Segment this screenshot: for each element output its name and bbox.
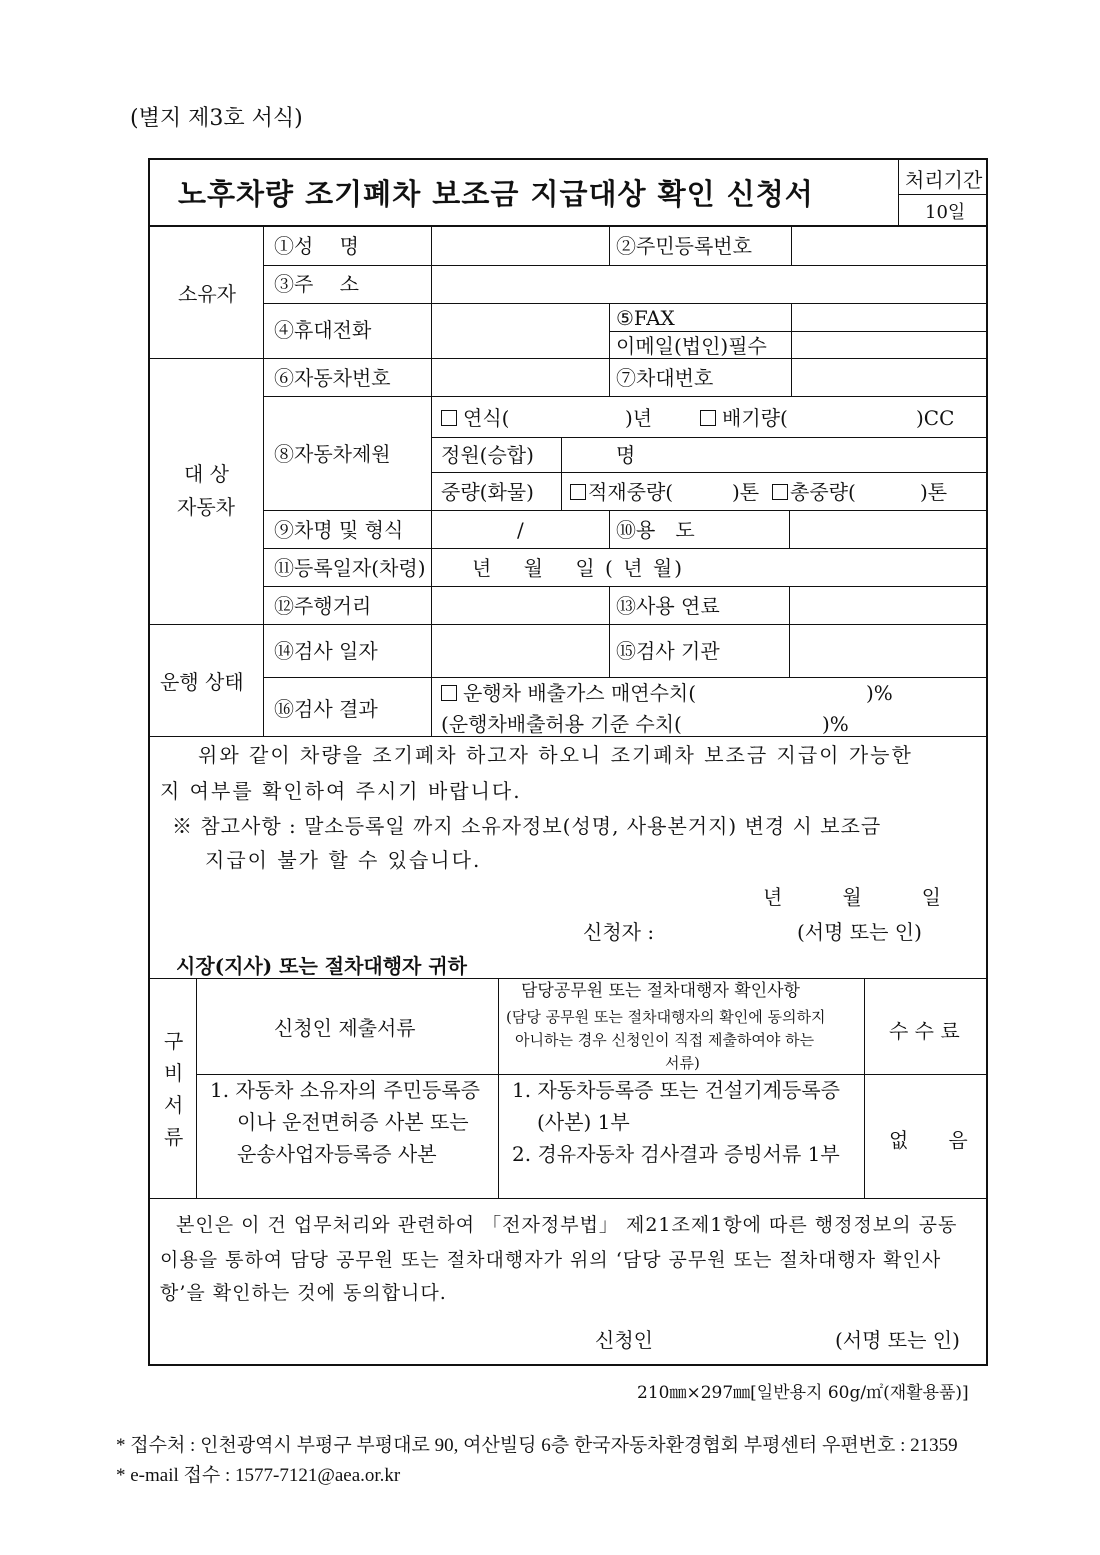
label-capacity: 정원(승합) xyxy=(441,443,534,467)
frame-top xyxy=(148,158,988,160)
processing-label: 처리기간 xyxy=(905,168,983,192)
col-official-docs-1: 담당공무원 또는 절차대행자 확인사항 xyxy=(521,981,800,1001)
limit-unit: )% xyxy=(822,712,849,736)
request-line-2: 지 여부를 확인하여 주시기 바랍니다. xyxy=(160,779,522,803)
docs-section-1: 구 xyxy=(164,1029,184,1053)
label-usage: ⑩용 도 xyxy=(616,518,695,542)
smoke-unit: )% xyxy=(866,681,893,705)
col-fee: 수 수 료 xyxy=(889,1019,960,1043)
divider xyxy=(609,358,610,396)
request-line-1: 위와 같이 차량을 조기폐차 하고자 하오니 조기폐차 보조금 지급이 가능한 xyxy=(198,743,913,767)
name-field[interactable] xyxy=(432,226,608,264)
divider xyxy=(609,586,610,624)
smoke-checkbox[interactable] xyxy=(441,685,457,701)
docs-section-4: 류 xyxy=(164,1125,184,1149)
applicant-doc-1: 1. 자동차 소유자의 주민등록증 xyxy=(210,1078,480,1102)
applicant-doc-2: 이나 운전면허증 사본 또는 xyxy=(237,1110,469,1134)
rrn-field[interactable] xyxy=(792,226,985,264)
reg-date-field[interactable]: 년 월 일 ( 년 월) xyxy=(472,556,684,580)
section-owner: 소유자 xyxy=(178,282,236,306)
load-weight-option[interactable] xyxy=(570,482,673,502)
label-chassis: ⑦차대번호 xyxy=(616,366,714,390)
year-unit: )년 xyxy=(625,406,653,430)
docs-section-3: 서 xyxy=(164,1093,184,1117)
label-mobile: ④휴대전화 xyxy=(274,318,372,342)
label-address: ③주 소 xyxy=(274,272,359,296)
label-name: ①성 명 xyxy=(274,234,359,258)
addressee: 시장(지사) 또는 절차대행자 귀하 xyxy=(176,954,467,978)
gross-weight-checkbox[interactable] xyxy=(772,484,788,500)
official-doc-3: 2. 경유자동차 검사결과 증빙서류 1부 xyxy=(512,1142,840,1166)
smoke-label-pre: 운행차 배출가스 매연수치( xyxy=(463,681,697,705)
smoke-option[interactable] xyxy=(441,683,696,703)
divider xyxy=(196,978,197,1198)
frame-bottom xyxy=(148,1364,988,1366)
label-insp-result: ⑯검사 결과 xyxy=(274,697,378,721)
divider xyxy=(263,677,986,678)
load-weight-checkbox[interactable] xyxy=(570,484,586,500)
label-specs: ⑧자동차제원 xyxy=(274,442,391,466)
official-doc-1: 1. 자동차등록증 또는 건설기계등록증 xyxy=(512,1078,840,1102)
label-reg-date: ⑪등록일자(차령) xyxy=(274,556,426,580)
displacement-option[interactable] xyxy=(700,408,788,428)
insp-org-field[interactable] xyxy=(790,625,985,676)
label-model: ⑨차명 및 형식 xyxy=(274,518,404,542)
consent-applicant-label: 신청인 xyxy=(595,1328,653,1352)
form-title: 노후차량 조기폐차 보조금 지급대상 확인 신청서 xyxy=(178,177,814,211)
paper-spec: 210㎜×297㎜[일반용지 60g/㎡(재활용품)] xyxy=(637,1383,969,1403)
section-vehicle-2: 자동차 xyxy=(177,495,235,519)
mobile-field[interactable] xyxy=(432,304,608,357)
displacement-label-pre: 배기량( xyxy=(722,406,788,430)
insp-date-field[interactable] xyxy=(432,625,608,676)
displacement-unit: )CC xyxy=(916,406,955,430)
applicant-sign: (서명 또는 인) xyxy=(797,920,922,944)
note-line-2: 지급이 불가 할 수 있습니다. xyxy=(205,848,482,872)
load-weight-unit: )톤 xyxy=(732,480,760,504)
consent-line-2: 이용을 통하여 담당 공무원 또는 절차대행자가 위의 ‘담당 공무원 또는 절차대행자 확인사 xyxy=(160,1249,942,1271)
footer-address: * 접수처 : 인천광역시 부평구 부평대로 90, 여산빌딩 6층 한국자동차환경협회 부평센터 우편번호 : 21359 xyxy=(116,1435,958,1456)
displacement-checkbox[interactable] xyxy=(700,410,716,426)
request-date[interactable]: 년 월 일 xyxy=(763,885,941,909)
fax-field[interactable] xyxy=(792,304,985,330)
gross-weight-unit: )톤 xyxy=(920,480,948,504)
label-mileage: ⑫주행거리 xyxy=(274,594,372,618)
divider xyxy=(609,225,610,265)
divider xyxy=(609,510,610,548)
col-official-docs-4: 서류) xyxy=(665,1054,700,1072)
mileage-field[interactable] xyxy=(432,587,608,623)
label-fuel: ⑬사용 연료 xyxy=(616,594,720,618)
official-doc-2: (사본) 1부 xyxy=(537,1110,630,1134)
car-number-field[interactable] xyxy=(432,359,608,395)
gross-weight-label-pre: 총중량( xyxy=(790,480,856,504)
processing-value: 10일 xyxy=(925,202,966,223)
consent-applicant-field[interactable] xyxy=(665,1322,825,1352)
chassis-field[interactable] xyxy=(792,359,985,395)
label-insp-date: ⑭검사 일자 xyxy=(274,639,378,663)
divider xyxy=(898,158,899,226)
applicant-doc-3: 운송사업자등록증 사본 xyxy=(237,1142,437,1166)
label-insp-org: ⑮검사 기관 xyxy=(616,639,720,663)
label-car-number: ⑥자동차번호 xyxy=(274,366,391,390)
docs-section-2: 비 xyxy=(164,1061,184,1085)
divider xyxy=(263,396,986,397)
year-checkbox[interactable] xyxy=(441,410,457,426)
capacity-unit: 명 xyxy=(616,443,636,467)
fee-value: 없 음 xyxy=(889,1128,968,1152)
address-field[interactable] xyxy=(432,266,985,302)
fuel-field[interactable] xyxy=(790,587,985,623)
consent-sign: (서명 또는 인) xyxy=(835,1328,960,1352)
note-line-1: ※ 참고사항 : 말소등록일 까지 소유자정보(성명, 사용본거지) 변경 시 보조금 xyxy=(172,814,882,838)
frame-left xyxy=(148,158,150,1366)
divider xyxy=(196,1074,986,1075)
divider xyxy=(609,624,610,677)
email-field[interactable] xyxy=(792,332,985,357)
model-separator: / xyxy=(517,518,524,542)
section-vehicle-1: 대 상 xyxy=(184,462,229,486)
divider xyxy=(148,978,986,979)
form-number: (별지 제3호 서식) xyxy=(130,106,303,131)
divider xyxy=(431,472,986,473)
frame-right xyxy=(986,158,988,1366)
year-label-pre: 연식( xyxy=(463,406,510,430)
label-email: 이메일(법인)필수 xyxy=(616,334,767,358)
col-official-docs-2: (담당 공무원 또는 절차대행자의 확인에 동의하지 xyxy=(506,1008,826,1026)
col-official-docs-3: 아니하는 경우 신청인이 직접 제출하여야 하는 xyxy=(515,1031,815,1049)
divider xyxy=(864,978,865,1198)
consent-line-3: 항’을 확인하는 것에 동의합니다. xyxy=(160,1282,447,1304)
usage-field[interactable] xyxy=(790,511,985,547)
label-rrn: ②주민등록번호 xyxy=(616,234,752,258)
footer-email: * e-mail 접수 : 1577-7121@aea.or.kr xyxy=(116,1465,401,1486)
divider xyxy=(263,548,986,549)
year-option[interactable] xyxy=(441,408,509,428)
divider xyxy=(263,225,264,736)
divider xyxy=(148,736,986,737)
limit-label: (운행차배출허용 기준 수치( xyxy=(441,712,682,736)
gross-weight-option[interactable] xyxy=(772,482,856,502)
divider xyxy=(498,978,499,1198)
label-weight: 중량(화물) xyxy=(441,480,534,504)
label-fax: ⑤FAX xyxy=(616,306,675,330)
divider xyxy=(898,194,986,195)
section-operation: 운행 상태 xyxy=(160,670,244,694)
divider xyxy=(148,1198,986,1199)
applicant-field[interactable] xyxy=(680,915,790,945)
applicant-label: 신청자 : xyxy=(583,920,655,944)
consent-line-1: 본인은 이 건 업무처리와 관련하여 「전자정부법」 제21조제1항에 따른 행정정보의 공동 xyxy=(176,1214,958,1236)
col-applicant-docs: 신청인 제출서류 xyxy=(274,1016,416,1040)
load-weight-label-pre: 적재중량( xyxy=(588,480,674,504)
